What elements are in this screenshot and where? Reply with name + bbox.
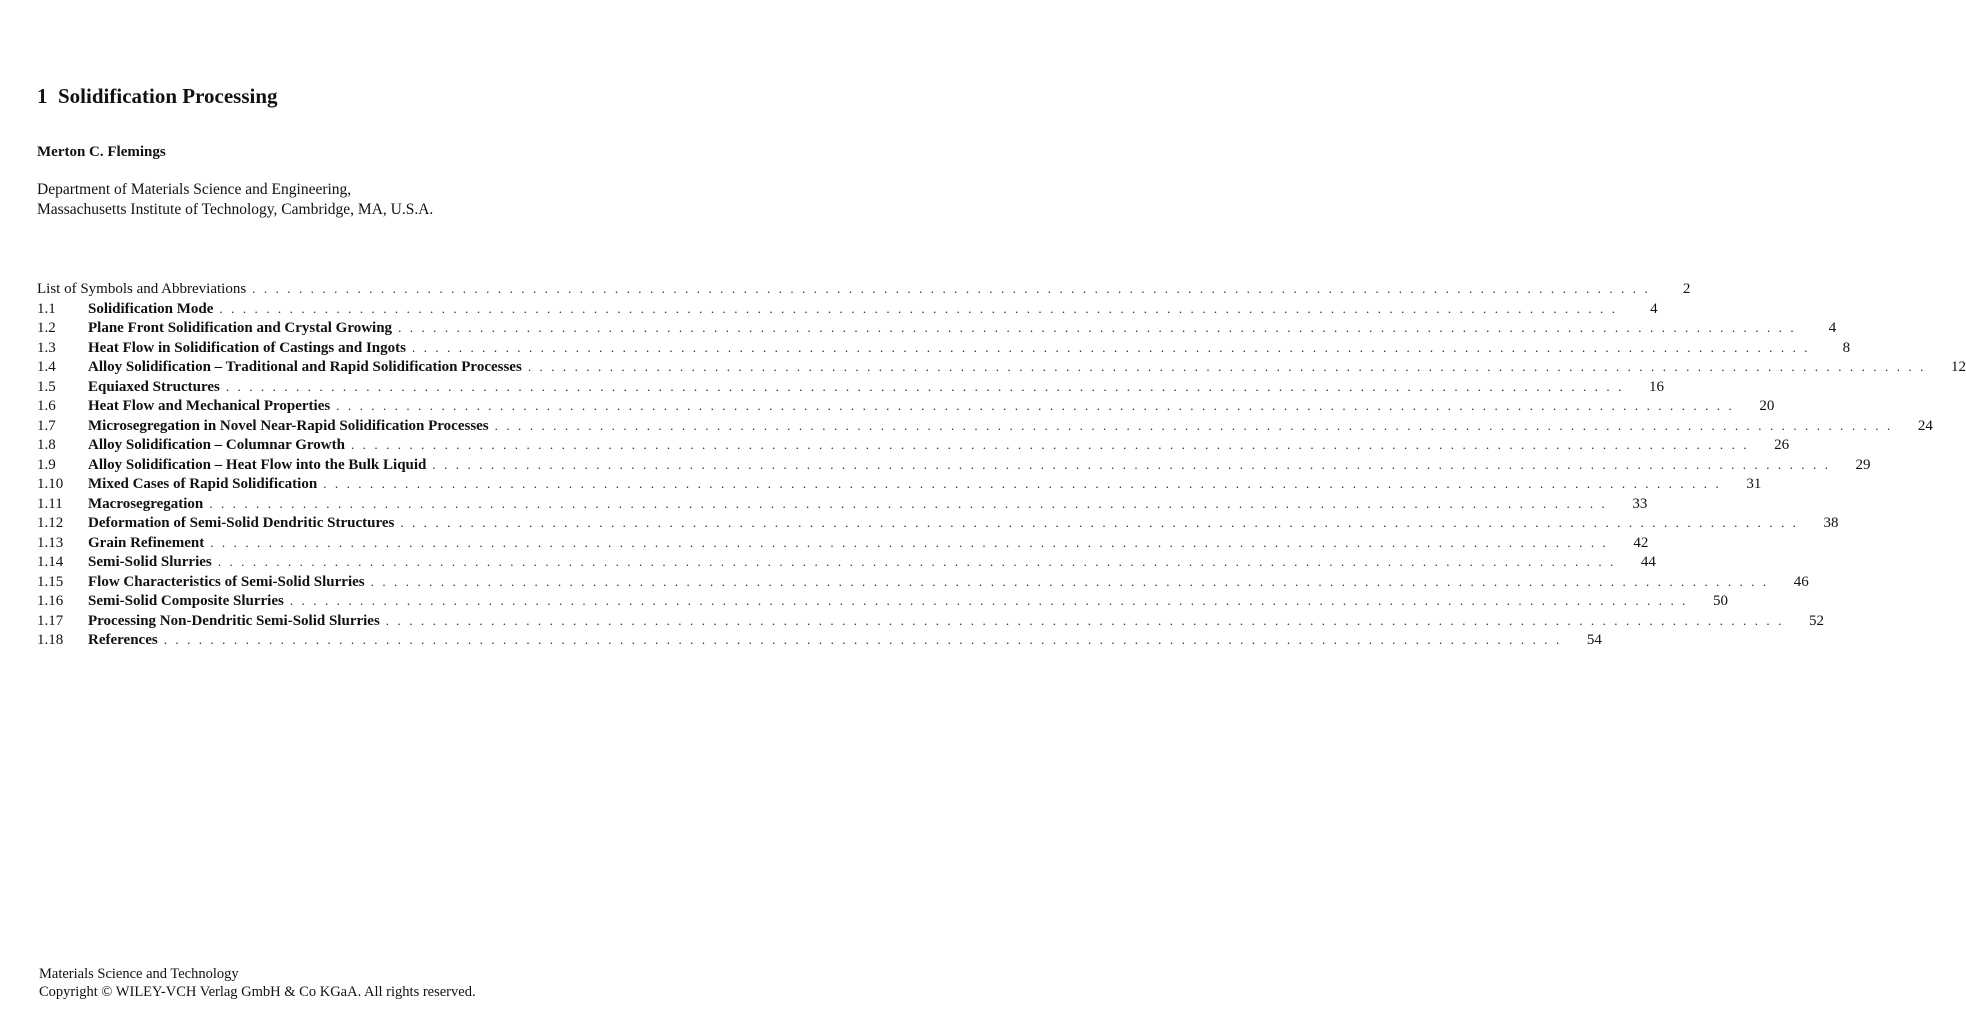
toc-entry-title: Microsegregation in Novel Near-Rapid Solidification Processes: [88, 417, 489, 434]
toc-entry-title: Processing Non-Dendritic Semi-Solid Slurries: [88, 612, 380, 629]
toc-entry-number: 1.15: [37, 573, 64, 590]
toc-entry[interactable]: [37, 456, 1871, 477]
toc-dot-leader: . . . . . . . . . . . . . . . . . . . . . . . . . . . . . . . . . . . . . . . . . . . . . . . . . . . . . . . . . . . . . . . . . . . . . . . . . . . . . . . . . . . . . . . . . . . . . . . . . . . . . . . . . . . . . . . . . . . . . . . .: [209, 495, 1608, 511]
toc-entry[interactable]: [37, 378, 1664, 399]
toc-entry[interactable]: [37, 300, 1658, 321]
toc-entry-page: 46: [1793, 573, 1809, 590]
toc-entry[interactable]: [37, 281, 1691, 301]
toc-entry[interactable]: [37, 320, 1837, 340]
toc-entry[interactable]: [37, 417, 1933, 438]
toc-entry-number: 1.1: [37, 300, 56, 317]
toc-entry-number: 1.14: [37, 554, 64, 570]
toc-dot-leader: . . . . . . . . . . . . . . . . . . . . . . . . . . . . . . . . . . . . . . . . . . . . . . . . . . . . . . . . . . . . . . . . . . . . . . . . . . . . . . . . . . . . . . . . . . . . . . . . . . . . . . . . . . . . . . . . . . . . . . . .: [350, 437, 1750, 452]
toc-dot-leader: . . . . . . . . . . . . . . . . . . . . . . . . . . . . . . . . . . . . . . . . . . . . . . . . . . . . . . . . . . . . . . . . . . . . . . . . . . . . . . . . . . . . . . . . . . . . . . . . . . . . . . . . . . . . . . . . . . . . . . . .: [219, 300, 1618, 316]
toc-entry-page: 12: [1950, 359, 1966, 375]
toc-entry-title: Flow Characteristics of Semi-Solid Slurries: [88, 573, 365, 590]
toc-entry-title: Plane Front Solidification and Crystal Growing: [88, 320, 393, 336]
toc-dot-leader: . . . . . . . . . . . . . . . . . . . . . . . . . . . . . . . . . . . . . . . . . . . . . . . . . . . . . . . . . . . . . . . . . . . . . . . . . . . . . . . . . . . . . . . . . . . . . . . . . . . . . . . . . . . . . . . . . . . . . . . .: [385, 612, 1784, 628]
toc-entry-page: 29: [1855, 456, 1871, 473]
toc-entry-title: Deformation of Semi-Solid Dendritic Structures: [88, 515, 395, 531]
toc-dot-leader: . . . . . . . . . . . . . . . . . . . . . . . . . . . . . . . . . . . . . . . . . . . . . . . . . . . . . . . . . . . . . . . . . . . . . . . . . . . . . . . . . . . . . . . . . . . . . . . . . . . . . . . . . . . . . . . . . . . . . . . .: [527, 359, 1926, 374]
toc-entry-page: 8: [1842, 339, 1851, 356]
toc-entry[interactable]: [37, 554, 1656, 574]
toc-entry-title: Equiaxed Structures: [88, 378, 220, 395]
toc-dot-leader: . . . . . . . . . . . . . . . . . . . . . . . . . . . . . . . . . . . . . . . . . . . . . . . . . . . . . . . . . . . . . . . . . . . . . . . . . . . . . . . . . . . . . . . . . . . . . . . . . . . . . . . . . . . . . . . . . . . . . . . .: [323, 476, 1722, 491]
toc-entry-title: Solidification Mode: [88, 300, 214, 317]
toc-entry[interactable]: [37, 339, 1851, 360]
toc-entry-page: 52: [1808, 612, 1824, 629]
toc-entry-number: 1.8: [37, 437, 56, 453]
chapter-title: [37, 84, 278, 109]
toc-entry-title: Alloy Solidification – Columnar Growth: [88, 437, 345, 453]
toc-entry-number: 1.7: [37, 417, 56, 434]
toc-entry-title: Semi-Solid Slurries: [88, 554, 212, 570]
toc-dot-leader: . . . . . . . . . . . . . . . . . . . . . . . . . . . . . . . . . . . . . . . . . . . . . . . . . . . . . . . . . . . . . . . . . . . . . . . . . . . . . . . . . . . . . . . . . . . . . . . . . . . . . . . . . . . . . . . . . . . . . . . .: [210, 534, 1609, 550]
toc-entry-title: Macrosegregation: [88, 495, 204, 512]
toc-entry-number: 1.12: [37, 515, 64, 531]
toc-dot-leader: . . . . . . . . . . . . . . . . . . . . . . . . . . . . . . . . . . . . . . . . . . . . . . . . . . . . . . . . . . . . . . . . . . . . . . . . . . . . . . . . . . . . . . . . . . . . . . . . . . . . . . . . . . . . . . . . . . . . . . . .: [289, 593, 1688, 608]
toc-entry-title: Semi-Solid Composite Slurries: [88, 593, 284, 609]
chapter-number: 1: [37, 84, 48, 108]
toc-entry-page: 4: [1828, 320, 1837, 336]
toc-entry-number: 1.6: [37, 398, 56, 414]
toc-dot-leader: . . . . . . . . . . . . . . . . . . . . . . . . . . . . . . . . . . . . . . . . . . . . . . . . . . . . . . . . . . . . . . . . . . . . . . . . . . . . . . . . . . . . . . . . . . . . . . . . . . . . . . . . . . . . . . . . . . . . . . . .: [163, 632, 1562, 647]
toc-dot-leader: . . . . . . . . . . . . . . . . . . . . . . . . . . . . . . . . . . . . . . . . . . . . . . . . . . . . . . . . . . . . . . . . . . . . . . . . . . . . . . . . . . . . . . . . . . . . . . . . . . . . . . . . . . . . . . . . . . . . . . . .: [432, 456, 1831, 472]
toc-entry-number: 1.16: [37, 593, 64, 609]
toc-entry-number: 1.18: [37, 632, 64, 648]
toc-entry-page: 2: [1682, 281, 1691, 297]
toc-entry[interactable]: [37, 573, 1809, 594]
affiliation-line-2: Massachusetts Institute of Technology, Cambridge, MA, U.S.A.: [37, 201, 434, 218]
toc-dot-leader: . . . . . . . . . . . . . . . . . . . . . . . . . . . . . . . . . . . . . . . . . . . . . . . . . . . . . . . . . . . . . . . . . . . . . . . . . . . . . . . . . . . . . . . . . . . . . . . . . . . . . . . . . . . . . . . . . . . . . . . .: [336, 398, 1735, 413]
toc-entry-page: 38: [1823, 515, 1839, 531]
toc-entry-number: 1.5: [37, 378, 56, 395]
toc-entry-number: 1.2: [37, 320, 56, 336]
toc-entry-title: List of Symbols and Abbreviations: [37, 281, 247, 297]
toc-entry-number: 1.17: [37, 612, 64, 629]
toc-entry-page: 16: [1648, 378, 1664, 395]
toc-entry-title: Alloy Solidification – Heat Flow into the Bulk Liquid: [88, 456, 427, 473]
toc-entry-page: 33: [1632, 495, 1648, 512]
toc-entry-page: 31: [1746, 476, 1762, 492]
toc-entry-page: 42: [1633, 534, 1649, 551]
toc-entry[interactable]: [37, 534, 1649, 555]
toc-entry-number: 1.9: [37, 456, 56, 473]
toc-entry-page: 20: [1759, 398, 1775, 414]
toc-entry-page: 4: [1650, 300, 1658, 317]
footer-copyright: Copyright © WILEY-VCH Verlag GmbH & Co KGaA. All rights reserved.: [39, 984, 476, 1000]
toc-entry[interactable]: [37, 398, 1775, 418]
toc-dot-leader: . . . . . . . . . . . . . . . . . . . . . . . . . . . . . . . . . . . . . . . . . . . . . . . . . . . . . . . . . . . . . . . . . . . . . . . . . . . . . . . . . . . . . . . . . . . . . . . . . . . . . . . . . . . . . . . . . . . . . . . .: [225, 378, 1624, 394]
footer: [39, 965, 476, 1001]
toc-entry[interactable]: [37, 632, 1602, 652]
toc-entry[interactable]: [37, 515, 1839, 535]
toc-entry-title: References: [88, 632, 158, 648]
toc-entry[interactable]: [37, 476, 1762, 496]
toc-entry-page: 50: [1713, 593, 1728, 609]
affiliation-line-1: Department of Materials Science and Engineering,: [37, 181, 352, 198]
toc-entry-page: 44: [1640, 554, 1656, 570]
toc-entry-number: 1.10: [37, 476, 64, 492]
toc-dot-leader: . . . . . . . . . . . . . . . . . . . . . . . . . . . . . . . . . . . . . . . . . . . . . . . . . . . . . . . . . . . . . . . . . . . . . . . . . . . . . . . . . . . . . . . . . . . . . . . . . . . . . . . . . . . . . . . . . . . . . . . .: [398, 320, 1797, 335]
toc-dot-leader: . . . . . . . . . . . . . . . . . . . . . . . . . . . . . . . . . . . . . . . . . . . . . . . . . . . . . . . . . . . . . . . . . . . . . . . . . . . . . . . . . . . . . . . . . . . . . . . . . . . . . . . . . . . . . . . . . . . . . . . .: [494, 417, 1893, 433]
toc-entry-title: Heat Flow and Mechanical Properties: [88, 398, 331, 414]
toc-entry-number: 1.11: [37, 495, 63, 512]
toc-dot-leader: . . . . . . . . . . . . . . . . . . . . . . . . . . . . . . . . . . . . . . . . . . . . . . . . . . . . . . . . . . . . . . . . . . . . . . . . . . . . . . . . . . . . . . . . . . . . . . . . . . . . . . . . . . . . . . . . . . . . . . . .: [217, 554, 1616, 569]
toc-entry[interactable]: [37, 612, 1824, 633]
toc-entry[interactable]: [37, 437, 1790, 457]
toc-entry-number: 1.13: [37, 534, 64, 551]
footer-publication: Materials Science and Technology: [39, 966, 239, 982]
toc-entry-title: Grain Refinement: [88, 534, 205, 551]
toc-dot-leader: . . . . . . . . . . . . . . . . . . . . . . . . . . . . . . . . . . . . . . . . . . . . . . . . . . . . . . . . . . . . . . . . . . . . . . . . . . . . . . . . . . . . . . . . . . . . . . . . . . . . . . . . . . . . . . . . . . . . . . . .: [400, 515, 1799, 530]
toc-entry[interactable]: [37, 359, 1966, 379]
toc-entry-page: 26: [1774, 437, 1790, 453]
toc-entry-number: 1.3: [37, 339, 56, 356]
toc-entry[interactable]: [37, 593, 1728, 613]
toc-entry[interactable]: [37, 495, 1648, 516]
toc-entry-title: Mixed Cases of Rapid Solidification: [88, 476, 318, 492]
author-name: Merton C. Flemings: [37, 144, 166, 160]
toc-dot-leader: . . . . . . . . . . . . . . . . . . . . . . . . . . . . . . . . . . . . . . . . . . . . . . . . . . . . . . . . . . . . . . . . . . . . . . . . . . . . . . . . . . . . . . . . . . . . . . . . . . . . . . . . . . . . . . . . . . . . . . . .: [411, 339, 1811, 355]
affiliation: [37, 180, 433, 220]
toc-entry-title: Alloy Solidification – Traditional and Rapid Solidification Processes: [88, 359, 522, 375]
toc-dot-leader: . . . . . . . . . . . . . . . . . . . . . . . . . . . . . . . . . . . . . . . . . . . . . . . . . . . . . . . . . . . . . . . . . . . . . . . . . . . . . . . . . . . . . . . . . . . . . . . . . . . . . . . . . . . . . . . . . . . . . . . .: [370, 573, 1769, 589]
toc-entry-number: 1.4: [37, 359, 56, 375]
table-of-contents: [37, 281, 1966, 652]
chapter-title-text: Solidification Processing: [58, 84, 278, 108]
toc-entry-title: Heat Flow in Solidification of Castings and Ingots: [88, 339, 406, 356]
toc-entry-page: 24: [1917, 417, 1933, 434]
toc-entry-page: 54: [1586, 632, 1602, 648]
toc-dot-leader: . . . . . . . . . . . . . . . . . . . . . . . . . . . . . . . . . . . . . . . . . . . . . . . . . . . . . . . . . . . . . . . . . . . . . . . . . . . . . . . . . . . . . . . . . . . . . . . . . . . . . . . . . . . . . . . . . . . . . . . .: [252, 281, 1651, 296]
